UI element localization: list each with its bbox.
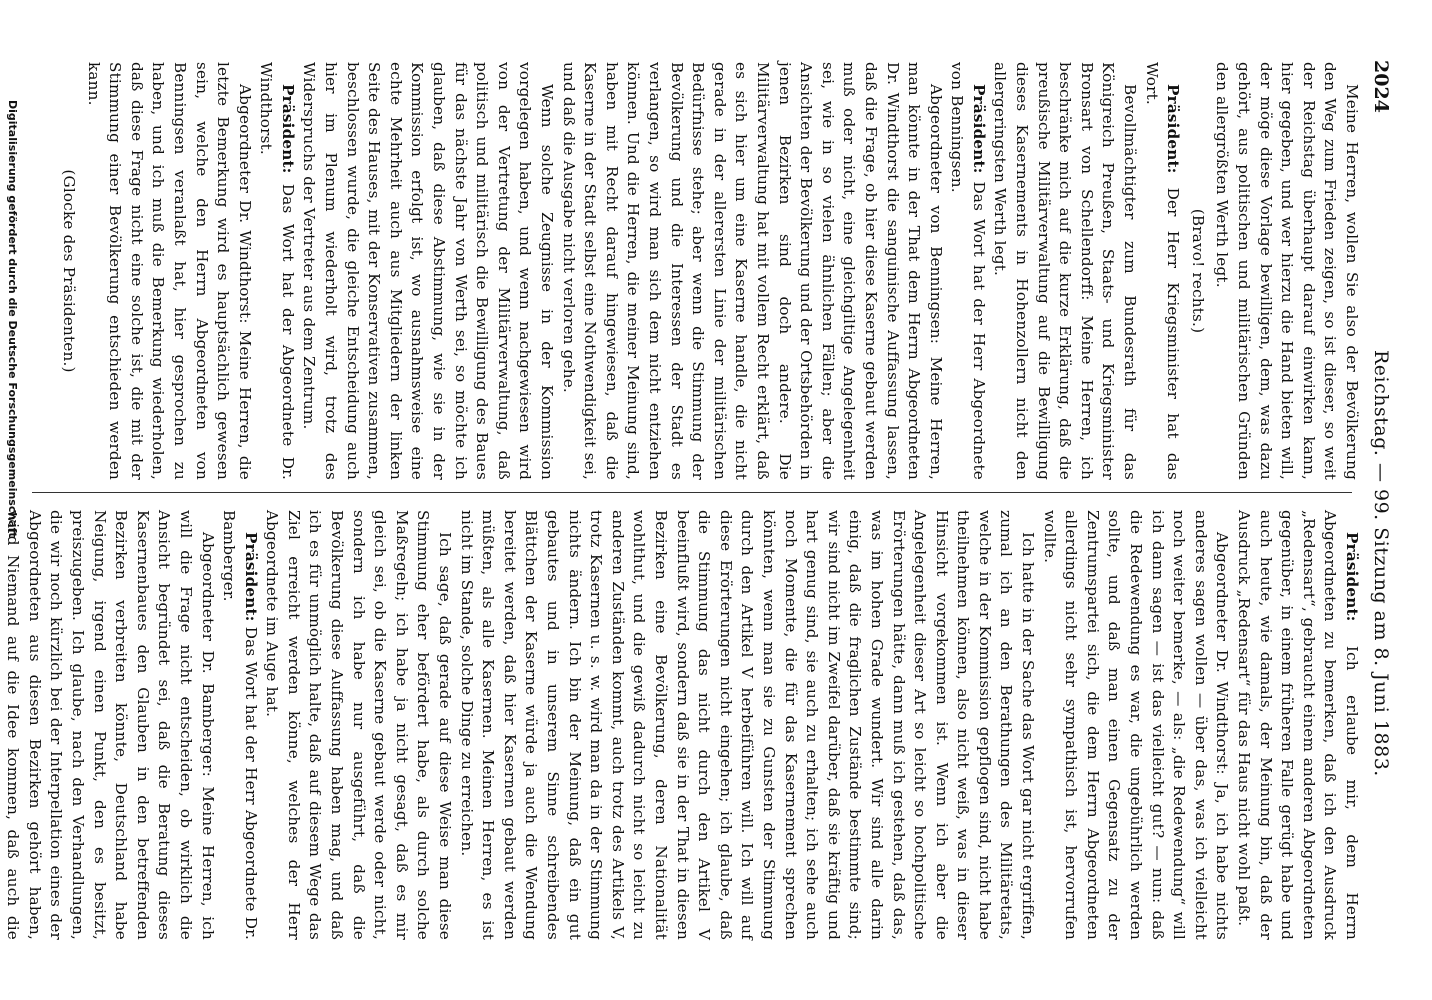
speech-text: Das Wort hat der Herr Abgeordnete von Benningsen. xyxy=(948,62,988,480)
paragraph: Bevollmächtigter zum Bundesrath für das Königreich Preußen, Staats- und Kriegsminister Bronsart von Schellendorff: Meine Herren, ich beschränke mich auf die kurze Erklärung, daß die preußische Militärverwaltung auf die Bewilligung dieses Kasernements in Hohenzollern nicht den allergeringsten Werth legt. xyxy=(991,62,1140,480)
paragraph: Wenn solche Zeugnisse in der Kommission vorgelegen haben, und wenn nachgewiesen wird von der Vertretung der Militärverwaltung, daß politisch und militärisch die Bewilligung des Baues für das nächste Jahr von Werth sei, so möchte ich glauben, daß diese Abstimmung, wie sie in der Kommission erfolgt ist, wo ausnahmsweise eine echte Mehrheit auch aus Mitgliedern der linken Seite des Hauses, mit der Konservativen zusammen, beschlossen wurde, die gleiche Entscheidung auch hier im Plenum wiederholt wird, trotz des Widerspruchs der Vertreter aus dem Zentrum. xyxy=(300,62,557,480)
speech-text: Der Herr Kriegsminister hat das Wort. xyxy=(1142,62,1183,480)
speaker-label: Präsident: xyxy=(1343,532,1361,622)
speech-text: Das Wort hat der Abgeordnete Dr. Windthorst. xyxy=(257,62,297,480)
paragraph: Meine Herren, wollen Sie also der Bevölkerung den Weg zum Frieden zeigen, so ist dieser, so weit der Reichstag überhaupt darauf einwirken kann, hier gegeben, und wer hierzu die Hand bieten will, der möge diese Vorlage bewilligen, dem, was dazu gehört, aus politischen und militärischen Gründen den allergrößten Werth legt. xyxy=(1213,62,1361,480)
right-column xyxy=(0,510,1362,940)
paragraph: Abgeordneter Dr. Bamberger: Meine Herren, ich will die Frage nicht entscheiden, ob wirklich die Ansicht begründet sei, daß die Beratung dieses Kasernenbaues den Glauben in den betreffenden Bezirken verbreiten könnte, Deutschland habe Neigung, irgend einen Punkt, den es besitzt, preiszugeben. Ich glaube, nach den Verhandlungen, die wir noch kürzlich bei der Interpellation eines der Abgeordneten aus diesen Bezirken gehört haben, wird Niemand auf die Idee kommen, daß auch die xyxy=(4,510,217,940)
paragraph: Abgeordneter von Benningsen: Meine Herren, man könnte in der That dem Herrn Abgeordneten Dr. Windthorst die sanguinische Auffassung lassen, daß die Frage, ob hier diese Kaserne gebaut werden muß oder nicht, eine gleichgiltige Angelegenheit sei, wie in so vielen ähnlichen Fällen; aber die Ansichten der Bevölkerung und der Ortsbehörden in jenen Bezirken sind doch andere. Die Militärverwaltung hat mit vollem Recht erklärt, daß es sich hier um eine Kaserne handle, die nicht gerade in der allerersten Linie der militärischen Bedürfnisse stehe; aber wenn die Stimmung der Bevölkerung und die Interessen der Stadt es verlangen, so wird man sich dem nicht entziehen können. Und die Herren, die meiner Meinung sind, haben mit Recht darauf hingewiesen, daß die Kaserne in der Stadt selbst eine Nothwendigkeit sei, und daß die Ausgabe nicht verloren gehe. xyxy=(559,62,945,480)
left-column xyxy=(54,62,1362,480)
bell-note: (Glocke des Präsidenten.) xyxy=(59,169,78,373)
digitization-credit: Digitalisierung gefördert durch die Deutsche Forschungsgemeinschaft xyxy=(6,100,19,538)
paragraph xyxy=(1140,62,1183,480)
speech-text: Das Wort hat der Herr Abgeordnete Dr. Bamberger. xyxy=(220,510,260,940)
paragraph: Ich sage, daß gerade auf diese Weise man diese Stimmung eher befördert habe, als durch solche Maßregeln; ich habe ja nicht gesagt, daß es mir gleich sei, ob die Kaserne gebaut werde oder nicht, sondern ich habe nur ausgeführt, daß die Bevölkerung diese Auffassung haben mag, und daß ich es für unmöglich halte, daß auf diesem Wege das Ziel erreicht werden könne, welches der Herr Abgeordnete im Auge hat. xyxy=(263,510,455,940)
paragraph xyxy=(255,62,298,480)
page-header xyxy=(1362,60,1392,960)
speaker-label: Präsident: xyxy=(278,84,297,174)
running-title: Reichstag. — 99. Sitzung am 8. Juni 1883. xyxy=(1370,350,1392,777)
paragraph: Abgeordneter Dr. Windthorst: Meine Herren, die letzte Bemerkung wird es hauptsächlich gewesen sein, welche den Herrn Abgeordneten von Benningsen veranlaßt hat, hier gesprochen zu haben, und ich muß die Bemerkung wiederholen, daß diese Frage nicht eine solche ist, die mit der Stimmung einer Bevölkerung entschieden werden kann. xyxy=(84,62,254,480)
applause-note: (Bravo! rechts.) xyxy=(1188,208,1207,334)
paragraph: Ich hatte in der Sache das Wort gar nicht ergriffen, zumal ich an den Berathungen des Militäretats, welche in der Kommission gepflogen sind, nicht habe theilnehmen können, also nicht weiß, was in dieser Hinsicht vorgekommen ist. Wenn ich aber die Angelegenheit dieser Art so leicht so hochpolitische Erörterungen hätte, dann muß ich gestehen, daß das, was im hohen Grade wundert. Wir sind alle darin einig, daß die fraglichen Zustände bestimmte sind; wir sind nicht im Zweifel darüber, daß sie kräftig und hart genug sind, sie auch zu erhalten; ich sehe auch noch Momente, die für das Kasernement sprechen könnten, wenn man sie zu Gunsten der Stimmung durch den Artikel V herbeiführen will. Ich will auf diese Erörterungen nicht eingehen; ich glaube, daß die Stimmung das nicht durch den Artikel V beeinflußt wird, sondern daß sie in der That in diesen Bezirken eine Bevölkerung, deren Nationalität wohlthut, und die gewiß dadurch nicht so leicht zu anderen Zuständen kommt, auch trotz des Artikels V, trotz Kasernen u. s. w. wird man da in der Stimmung nichts ändern. Ich bin der Meinung, daß ein gut gebautes und in unserem Sinne schreibendes Blättchen der Kaserne würde ja auch die Wendung bereitet werden, daß hier Kasernen gebaut werden müßten, als alle Kasernen. Meinen Herren, es ist nicht im Stande, solche Dinge zu erreichen. xyxy=(457,510,1038,940)
speech-text: Ich erlaube mir, dem Herrn Abgeordneten zu bemerken, daß ich den Ausdruck „Redensart“, gebraucht einem anderen Abgeordneten gegenüber, in einem früheren Falle gerügt habe und auch heute, wie damals, der Meinung bin, daß der Ausdruck „Redensart“ für das Haus nicht wohl paßt. xyxy=(1235,510,1361,940)
paragraph: Abgeordneter Dr. Windthorst: Ja, ich habe nichts anderes sagen wollen — über das, was ich vielleicht noch weiter bemerke, — als: „die Redewendung“ will ich dann sagen — ist das vielleicht gut? — nun: daß die Redewendung es war, die ungebührlich werden sollte, und daß man einen Gegensatz zu der Zentrumspartei sich, die dem Herrn Abgeordneten allerdings nicht sehr sympathisch ist, hervorrufen wollte. xyxy=(1040,510,1232,940)
paragraph xyxy=(218,510,261,940)
column-divider xyxy=(32,492,1352,493)
speaker-label: Präsident: xyxy=(241,532,260,622)
speaker-label: Präsident: xyxy=(1164,84,1183,174)
speaker-label: Präsident: xyxy=(969,84,988,174)
paragraph xyxy=(946,62,989,480)
paragraph xyxy=(1232,510,1362,940)
page-number: 2024 xyxy=(1370,60,1392,113)
